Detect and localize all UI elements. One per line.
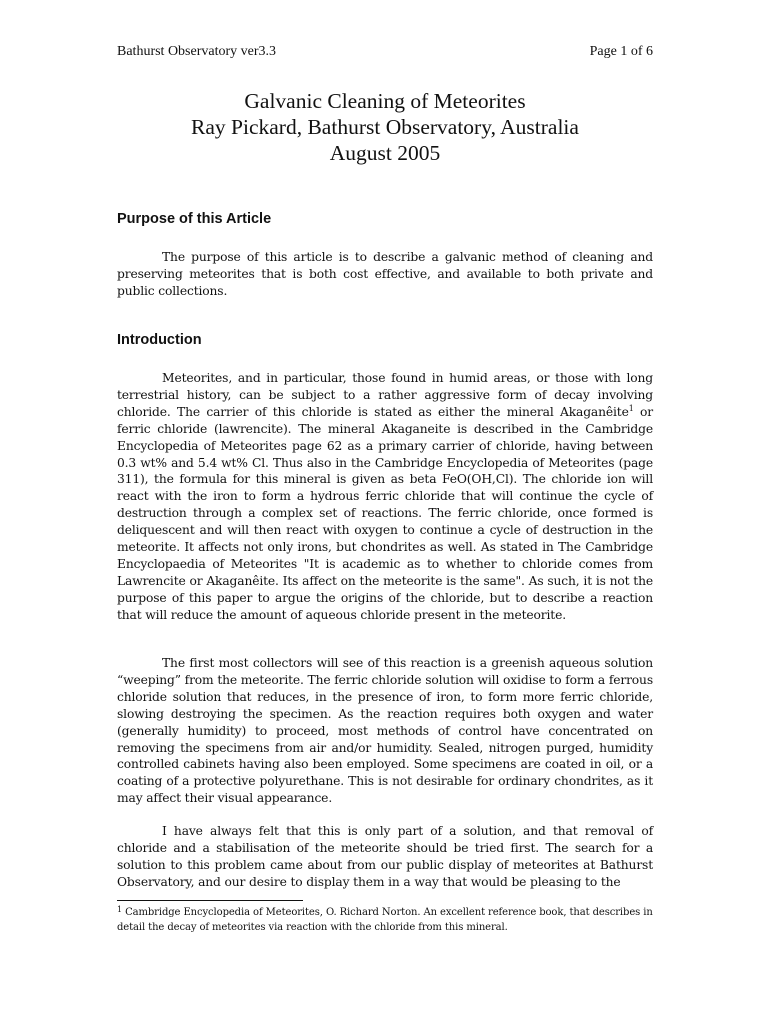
section-heading-introduction: Introduction: [117, 332, 202, 348]
paragraph-introduction-1-part-b: or ferric chloride (lawrencite). The mineral Akaganeite is described in the Cambridge Encyclopedia of Meteorites page 62 as a primary carrier of chloride, having between 0.3 wt% and 5.4 wt% Cl. Thus also in the Cambridge Encyclopedia of Meteorites (page 311), the formula for this mineral is given as beta FeO(OH,Cl). The chloride ion will react with the iron to form a hydrous ferric chloride that will continue the cycle of destruction through a complex set of reactions. The ferric chloride, once formed is deliquescent and will then react with oxygen to continue a cycle of destruction in the meteorite. It affects not only irons, but chondrites as well. As stated in The Cambridge Encyclopaedia of Meteorites "It is academic as to whether to chloride comes from Lawrencite or Akaganêite. Its affect on the meteorite is the same". As such, it is not the purpose of this paper to argue the origins of the chloride, but to describe a reaction that will reduce the amount of aqueous chloride present in the meteorite.: [117, 404, 653, 622]
document-date: August 2005: [329, 141, 441, 165]
header-page-number: Page 1 of 6: [589, 44, 653, 59]
paragraph-introduction-1: [117, 370, 653, 624]
running-header: [117, 44, 653, 60]
footnote-text: Cambridge Encyclopedia of Meteorites, O. Richard Norton. An excellent reference book, that describes in detail the decay of meteorites via reaction with the chloride from this mineral.: [117, 907, 653, 933]
header-document-version: Bathurst Observatory ver3.3: [117, 44, 277, 59]
footnote: [117, 906, 653, 935]
title-block: [117, 88, 653, 166]
footnote-mark: 1: [117, 905, 122, 914]
footnote-reference: 1: [628, 403, 634, 413]
paragraph-introduction-3: I have always felt that this is only part of a solution, and that removal of chloride and a stabilisation of the meteorite should be tried first. The search for a solution to this problem came about from our public display of meteorites at Bathurst Observatory, and our desire to display them in a way that would be pleasing to the: [117, 824, 653, 889]
paragraph-introduction-2: The first most collectors will see of this reaction is a greenish aqueous solution “weeping” from the meteorite. The ferric chloride solution will oxidise to form a ferrous chloride solution that reduces, in the presence of iron, to form more ferric chloride, slowing destroying the specimen. As the reaction requires both oxygen and water (generally humidity) to proceed, most methods of control have concentrated on removing the specimens from air and/or humidity. Sealed, nitrogen purged, humidity controlled cabinets having also been employed. Some specimens are coated in oil, or a coating of a protective polyurethane. This is not desirable for ordinary chondrites, as it may affect their visual appearance.: [117, 656, 653, 806]
section-heading-purpose: Purpose of this Article: [117, 211, 272, 227]
paragraph-purpose: The purpose of this article is to describe a galvanic method of cleaning and preserving meteorites that is both cost effective, and available to both private and public collections.: [117, 250, 653, 298]
footnote-divider: [117, 900, 303, 901]
paragraph-introduction-1-part-a: Meteorites, and in particular, those found in humid areas, or those with long terrestrial history, can be subject to a rather aggressive form of decay involving chloride. The carrier of this chloride is stated as either the mineral Akaganêite: [117, 371, 653, 419]
document-title: Galvanic Cleaning of Meteorites: [244, 89, 526, 113]
document-author: Ray Pickard, Bathurst Observatory, Australia: [191, 115, 579, 139]
